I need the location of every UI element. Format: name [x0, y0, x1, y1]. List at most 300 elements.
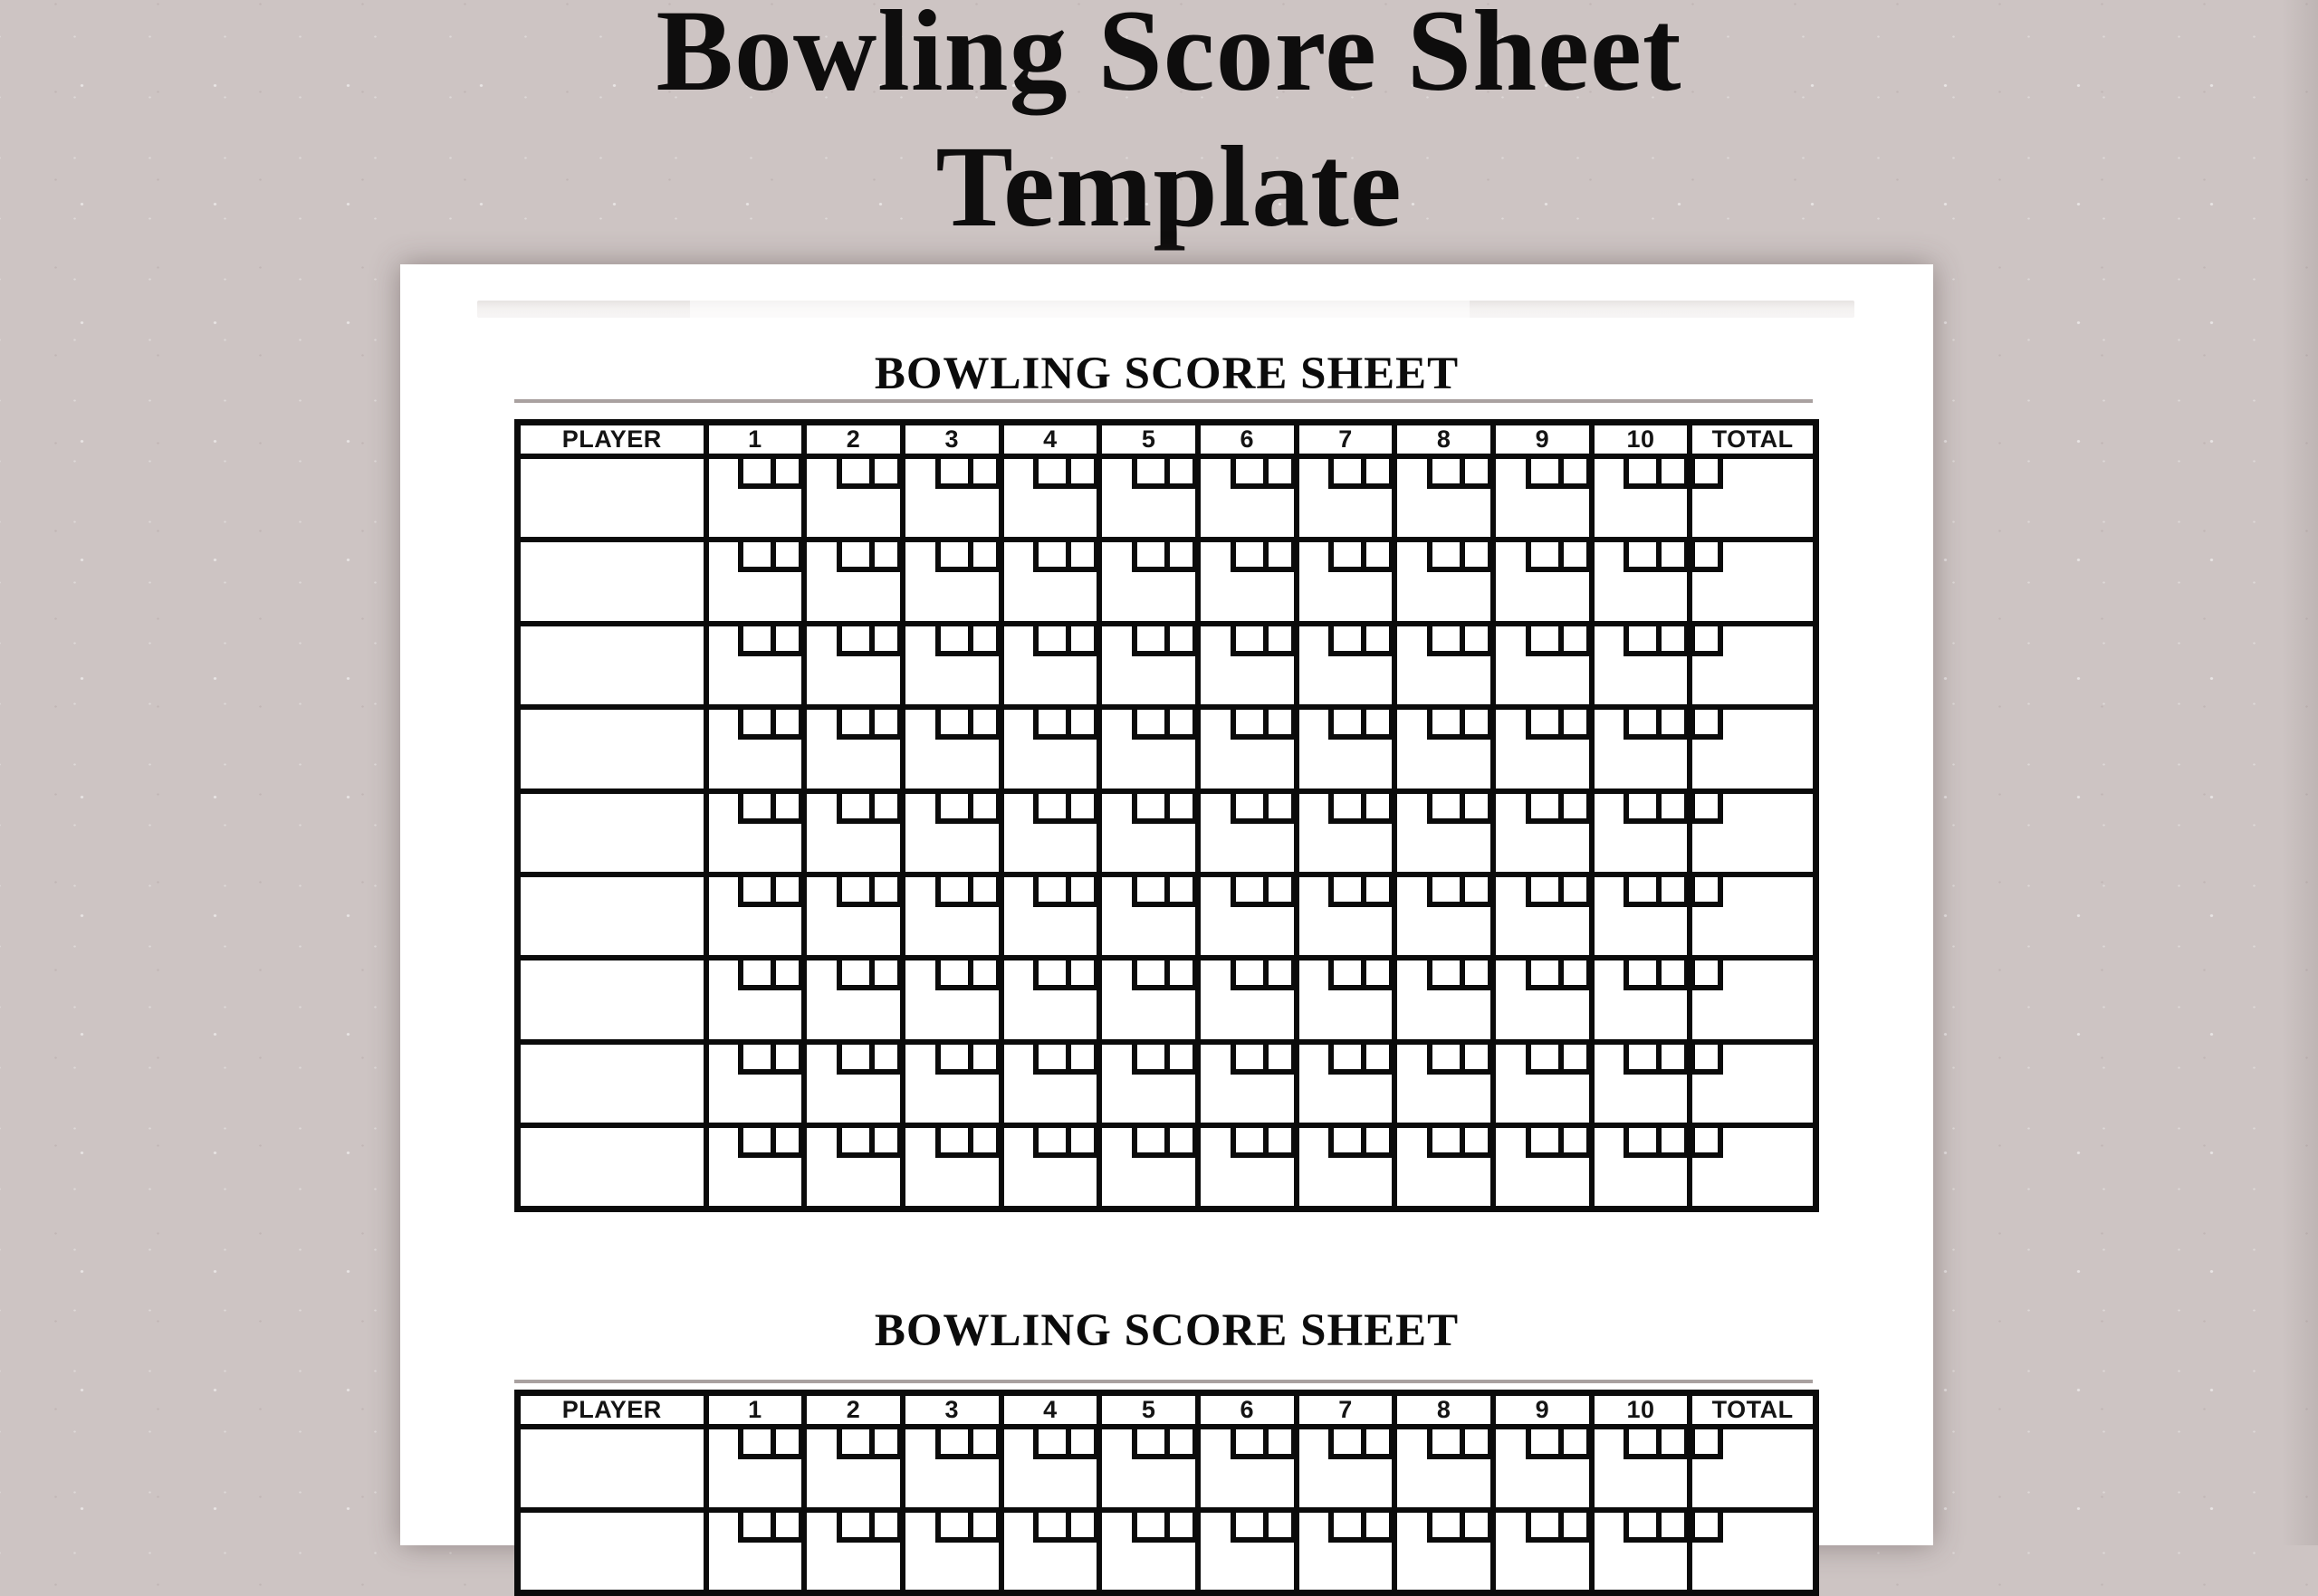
total-score-box: [1690, 1513, 1723, 1543]
throw-boxes: [1624, 710, 1690, 740]
throw-box-2: [869, 1429, 903, 1459]
player-name-cell: [518, 874, 706, 958]
throw-boxes: [837, 710, 903, 740]
column-header-5: 5: [1099, 423, 1198, 457]
throw-boxes: [1033, 542, 1099, 572]
throw-box-1: [1624, 1045, 1656, 1075]
throw-box-2: [1656, 1429, 1690, 1459]
sheet-heading: BOWLING SCORE SHEET: [874, 349, 1460, 399]
throw-boxes: [1624, 1128, 1690, 1158]
throw-box-2: [968, 1045, 1001, 1075]
table-top-rule: [514, 1380, 1813, 1383]
throw-box-2: [1361, 794, 1394, 824]
throw-boxes: [738, 960, 804, 990]
throw-boxes: [1132, 794, 1198, 824]
throw-boxes: [1033, 626, 1099, 656]
column-header-total: TOTAL: [1690, 423, 1815, 457]
frame-cell: [1001, 1510, 1100, 1593]
throw-box-2: [968, 794, 1001, 824]
throw-boxes: [1033, 710, 1099, 740]
throw-boxes: [1132, 626, 1198, 656]
player-name-cell: [518, 1042, 706, 1125]
throw-box-1: [1231, 459, 1263, 489]
throw-box-2: [968, 626, 1001, 656]
throw-boxes: [837, 877, 903, 907]
throw-boxes: [1624, 960, 1690, 990]
throw-boxes: [1526, 1128, 1592, 1158]
throw-box-1: [1231, 1429, 1263, 1459]
throw-box-2: [1066, 1429, 1099, 1459]
throw-box-1: [837, 626, 869, 656]
throw-box-1: [1231, 794, 1263, 824]
throw-box-1: [1132, 459, 1164, 489]
frame-cell: [804, 1510, 903, 1593]
throw-box-2: [1656, 960, 1690, 990]
throw-box-1: [1328, 1513, 1361, 1543]
frame-cell: [1099, 707, 1198, 790]
frame-cell: [1394, 1427, 1493, 1510]
throw-box-1: [935, 1128, 968, 1158]
throw-box-2: [1066, 877, 1099, 907]
throw-boxes: [1231, 877, 1297, 907]
throw-box-1: [738, 1429, 771, 1459]
frame-cell: [1394, 958, 1493, 1041]
throw-box-1: [1328, 1045, 1361, 1075]
throw-box-2: [1656, 710, 1690, 740]
throw-box-1: [738, 710, 771, 740]
throw-box-1: [1132, 626, 1164, 656]
throw-box-1: [1526, 960, 1558, 990]
throw-box-1: [1624, 459, 1656, 489]
paper-page: [400, 264, 1933, 1545]
throw-box-1: [1427, 1513, 1460, 1543]
throw-box-2: [1558, 1128, 1592, 1158]
frame-cell: [804, 1427, 903, 1510]
frame-cell: [804, 1125, 903, 1209]
frame-cell: [706, 1510, 805, 1593]
column-header-player: PLAYER: [518, 423, 706, 457]
page-title-line-1: Bowling Score Sheet: [656, 0, 1682, 115]
throw-boxes: [1624, 1429, 1690, 1459]
throw-box-1: [935, 459, 968, 489]
frame-cell: [1099, 456, 1198, 540]
frame-cell: [1099, 1125, 1198, 1209]
frame-cell: [1198, 540, 1297, 623]
throw-box-2: [1361, 1045, 1394, 1075]
frame-cell: [1493, 1510, 1592, 1593]
throw-box-1: [1328, 877, 1361, 907]
frame-cell: [1297, 540, 1395, 623]
throw-boxes: [1231, 960, 1297, 990]
throw-box-1: [1231, 1045, 1263, 1075]
throw-box-1: [1526, 459, 1558, 489]
total-cell: [1690, 958, 1815, 1041]
throw-boxes: [837, 960, 903, 990]
throw-box-2: [1164, 1045, 1198, 1075]
frame-cell: [1592, 624, 1691, 707]
score-row: [518, 624, 1816, 707]
column-header-9: 9: [1493, 1393, 1592, 1428]
throw-box-2: [1263, 1513, 1297, 1543]
throw-box-1: [1427, 1128, 1460, 1158]
throw-boxes: [1231, 1045, 1297, 1075]
throw-box-2: [1656, 877, 1690, 907]
frame-cell: [1592, 456, 1691, 540]
throw-box-1: [1624, 794, 1656, 824]
frame-cell: [804, 540, 903, 623]
frame-cell: [1099, 874, 1198, 958]
throw-boxes: [1427, 1128, 1493, 1158]
frame-cell: [1592, 540, 1691, 623]
throw-box-1: [1231, 626, 1263, 656]
frame-cell: [1394, 540, 1493, 623]
throw-box-2: [1164, 542, 1198, 572]
total-cell: [1690, 1125, 1815, 1209]
throw-box-1: [837, 794, 869, 824]
throw-boxes: [1132, 459, 1198, 489]
throw-box-2: [1460, 1513, 1493, 1543]
column-header-3: 3: [903, 423, 1001, 457]
frame-cell: [1297, 456, 1395, 540]
throw-boxes: [1624, 877, 1690, 907]
throw-box-1: [1033, 960, 1066, 990]
throw-box-2: [771, 459, 804, 489]
throw-boxes: [1427, 1045, 1493, 1075]
frame-cell: [1001, 624, 1100, 707]
throw-box-2: [771, 710, 804, 740]
throw-box-2: [1164, 960, 1198, 990]
throw-box-1: [1427, 459, 1460, 489]
throw-boxes: [837, 626, 903, 656]
throw-box-1: [1624, 1513, 1656, 1543]
throw-box-2: [1361, 1128, 1394, 1158]
total-cell: [1690, 1510, 1815, 1593]
throw-box-2: [1656, 626, 1690, 656]
throw-box-1: [935, 794, 968, 824]
throw-boxes: [1526, 626, 1592, 656]
throw-box-1: [935, 710, 968, 740]
frame-cell: [706, 707, 805, 790]
frame-cell: [804, 874, 903, 958]
throw-box-2: [1656, 1128, 1690, 1158]
throw-box-2: [869, 877, 903, 907]
frame-cell: [706, 624, 805, 707]
throw-boxes: [1427, 1513, 1493, 1543]
frame-cell: [1493, 791, 1592, 874]
frame-cell: [1394, 1125, 1493, 1209]
total-cell: [1690, 624, 1815, 707]
throw-box-1: [1231, 877, 1263, 907]
throw-box-1: [1427, 710, 1460, 740]
throw-boxes: [1328, 1513, 1394, 1543]
total-cell: [1690, 874, 1815, 958]
frame-cell: [1493, 624, 1592, 707]
throw-box-2: [1361, 542, 1394, 572]
frame-cell: [903, 540, 1001, 623]
column-header-2: 2: [804, 423, 903, 457]
throw-box-2: [1263, 1429, 1297, 1459]
column-header-6: 6: [1198, 1393, 1297, 1428]
total-score-box: [1690, 1045, 1723, 1075]
frame-cell: [1198, 1125, 1297, 1209]
throw-boxes: [1526, 1513, 1592, 1543]
throw-box-1: [1328, 542, 1361, 572]
frame-cell: [1198, 1427, 1297, 1510]
column-header-1: 1: [706, 423, 805, 457]
throw-box-2: [1066, 459, 1099, 489]
throw-boxes: [1132, 710, 1198, 740]
frame-cell: [1592, 958, 1691, 1041]
throw-box-2: [1558, 459, 1592, 489]
frame-cell: [1198, 624, 1297, 707]
column-header-4: 4: [1001, 1393, 1100, 1428]
header-row: [518, 423, 1816, 457]
frame-cell: [903, 958, 1001, 1041]
throw-boxes: [1328, 1045, 1394, 1075]
frame-cell: [1001, 456, 1100, 540]
score-row: [518, 1427, 1816, 1510]
player-name-cell: [518, 624, 706, 707]
throw-box-2: [869, 1045, 903, 1075]
throw-boxes: [1328, 626, 1394, 656]
frame-cell: [1297, 1125, 1395, 1209]
column-header-2: 2: [804, 1393, 903, 1428]
frame-cell: [1001, 958, 1100, 1041]
throw-boxes: [1427, 794, 1493, 824]
total-score-box: [1690, 1429, 1723, 1459]
total-score-box: [1690, 794, 1723, 824]
throw-box-2: [1164, 794, 1198, 824]
frame-cell: [1099, 540, 1198, 623]
throw-box-2: [771, 877, 804, 907]
throw-box-2: [1558, 626, 1592, 656]
throw-box-1: [738, 1513, 771, 1543]
throw-box-2: [1558, 1429, 1592, 1459]
throw-box-2: [1460, 542, 1493, 572]
throw-box-2: [1263, 710, 1297, 740]
score-row: [518, 874, 1816, 958]
frame-cell: [706, 540, 805, 623]
frame-cell: [903, 624, 1001, 707]
throw-box-1: [738, 459, 771, 489]
throw-box-1: [935, 542, 968, 572]
throw-box-2: [1656, 1045, 1690, 1075]
column-header-10: 10: [1592, 1393, 1691, 1428]
throw-box-1: [837, 1429, 869, 1459]
throw-box-1: [1033, 794, 1066, 824]
throw-box-2: [1066, 710, 1099, 740]
throw-box-1: [1033, 877, 1066, 907]
throw-boxes: [1526, 877, 1592, 907]
throw-box-1: [837, 459, 869, 489]
throw-boxes: [1526, 960, 1592, 990]
throw-boxes: [1526, 1429, 1592, 1459]
throw-box-2: [968, 459, 1001, 489]
throw-boxes: [1132, 1045, 1198, 1075]
throw-box-1: [1624, 960, 1656, 990]
total-cell: [1690, 1042, 1815, 1125]
column-header-8: 8: [1394, 423, 1493, 457]
frame-cell: [903, 1427, 1001, 1510]
total-cell: [1690, 456, 1815, 540]
throw-boxes: [1624, 1045, 1690, 1075]
throw-box-1: [1132, 1045, 1164, 1075]
throw-box-1: [1328, 459, 1361, 489]
throw-boxes: [1526, 710, 1592, 740]
frame-cell: [804, 1042, 903, 1125]
throw-boxes: [1132, 1429, 1198, 1459]
throw-box-2: [1558, 542, 1592, 572]
throw-box-2: [1263, 877, 1297, 907]
throw-box-2: [1361, 710, 1394, 740]
throw-box-1: [1427, 794, 1460, 824]
frame-cell: [804, 456, 903, 540]
throw-box-2: [1558, 877, 1592, 907]
throw-box-1: [1328, 710, 1361, 740]
throw-box-1: [837, 877, 869, 907]
throw-box-1: [935, 877, 968, 907]
frame-cell: [1394, 791, 1493, 874]
throw-boxes: [1624, 1513, 1690, 1543]
throw-boxes: [1427, 877, 1493, 907]
throw-box-2: [869, 710, 903, 740]
throw-box-2: [1361, 960, 1394, 990]
throw-boxes: [935, 542, 1001, 572]
throw-box-2: [771, 1513, 804, 1543]
throw-boxes: [1328, 1429, 1394, 1459]
throw-box-2: [1460, 1429, 1493, 1459]
throw-boxes: [738, 1128, 804, 1158]
throw-box-1: [935, 1045, 968, 1075]
throw-box-1: [738, 960, 771, 990]
throw-box-2: [1460, 459, 1493, 489]
player-name-cell: [518, 540, 706, 623]
throw-boxes: [935, 1045, 1001, 1075]
throw-box-2: [968, 710, 1001, 740]
throw-boxes: [1033, 1513, 1099, 1543]
column-header-7: 7: [1297, 1393, 1395, 1428]
throw-box-2: [1656, 794, 1690, 824]
throw-boxes: [1132, 1513, 1198, 1543]
throw-box-1: [738, 542, 771, 572]
throw-boxes: [1033, 877, 1099, 907]
throw-boxes: [837, 1513, 903, 1543]
frame-cell: [1493, 1042, 1592, 1125]
throw-box-1: [1132, 960, 1164, 990]
frame-cell: [1592, 707, 1691, 790]
throw-boxes: [738, 459, 804, 489]
throw-boxes: [738, 1429, 804, 1459]
throw-box-1: [1427, 1045, 1460, 1075]
frame-cell: [1099, 624, 1198, 707]
throw-box-1: [837, 710, 869, 740]
frame-cell: [804, 958, 903, 1041]
throw-box-2: [1263, 459, 1297, 489]
frame-cell: [1297, 707, 1395, 790]
header-row: [518, 1393, 1816, 1428]
frame-cell: [706, 1042, 805, 1125]
throw-box-2: [1164, 626, 1198, 656]
throw-box-1: [1328, 626, 1361, 656]
frame-cell: [1592, 1510, 1691, 1593]
score-row: [518, 1125, 1816, 1209]
throw-box-2: [1361, 459, 1394, 489]
column-header-1: 1: [706, 1393, 805, 1428]
frame-cell: [1001, 791, 1100, 874]
throw-boxes: [1132, 542, 1198, 572]
throw-boxes: [1526, 794, 1592, 824]
frame-cell: [903, 707, 1001, 790]
throw-boxes: [738, 1513, 804, 1543]
throw-box-2: [1263, 1045, 1297, 1075]
frame-cell: [903, 1510, 1001, 1593]
throw-boxes: [738, 710, 804, 740]
throw-boxes: [1624, 459, 1690, 489]
throw-box-1: [1132, 794, 1164, 824]
throw-boxes: [1231, 459, 1297, 489]
throw-box-2: [1066, 794, 1099, 824]
page-title-line-2: Template: [935, 121, 1403, 251]
throw-box-2: [1164, 877, 1198, 907]
throw-box-2: [1361, 626, 1394, 656]
column-header-4: 4: [1001, 423, 1100, 457]
throw-boxes: [935, 1513, 1001, 1543]
frame-cell: [1001, 1427, 1100, 1510]
throw-box-2: [1656, 1513, 1690, 1543]
frame-cell: [706, 1427, 805, 1510]
throw-box-2: [1164, 1513, 1198, 1543]
total-cell: [1690, 540, 1815, 623]
column-header-7: 7: [1297, 423, 1395, 457]
frame-cell: [1493, 1125, 1592, 1209]
frame-cell: [804, 791, 903, 874]
frame-cell: [1198, 791, 1297, 874]
throw-box-1: [738, 626, 771, 656]
frame-cell: [1001, 707, 1100, 790]
throw-boxes: [1231, 1128, 1297, 1158]
frame-cell: [1297, 958, 1395, 1041]
page-title: [10, 0, 2318, 255]
frame-cell: [903, 874, 1001, 958]
throw-boxes: [738, 1045, 804, 1075]
throw-box-2: [1066, 542, 1099, 572]
throw-boxes: [738, 794, 804, 824]
column-header-total: TOTAL: [1690, 1393, 1815, 1428]
throw-box-1: [837, 1513, 869, 1543]
throw-box-2: [1361, 1513, 1394, 1543]
frame-cell: [1394, 456, 1493, 540]
throw-box-1: [1033, 1045, 1066, 1075]
throw-box-2: [771, 1045, 804, 1075]
throw-box-1: [1132, 542, 1164, 572]
throw-box-2: [1066, 1128, 1099, 1158]
frame-cell: [1297, 1510, 1395, 1593]
throw-box-1: [837, 542, 869, 572]
throw-box-1: [935, 626, 968, 656]
throw-box-2: [1460, 794, 1493, 824]
throw-box-2: [1460, 1128, 1493, 1158]
throw-box-1: [738, 1128, 771, 1158]
throw-box-1: [1624, 710, 1656, 740]
throw-boxes: [1328, 542, 1394, 572]
bowling-score-table: [514, 1390, 1819, 1596]
throw-box-1: [738, 877, 771, 907]
throw-box-2: [869, 542, 903, 572]
throw-boxes: [1231, 710, 1297, 740]
frame-cell: [1592, 1042, 1691, 1125]
column-header-10: 10: [1592, 423, 1691, 457]
total-cell: [1690, 1427, 1815, 1510]
